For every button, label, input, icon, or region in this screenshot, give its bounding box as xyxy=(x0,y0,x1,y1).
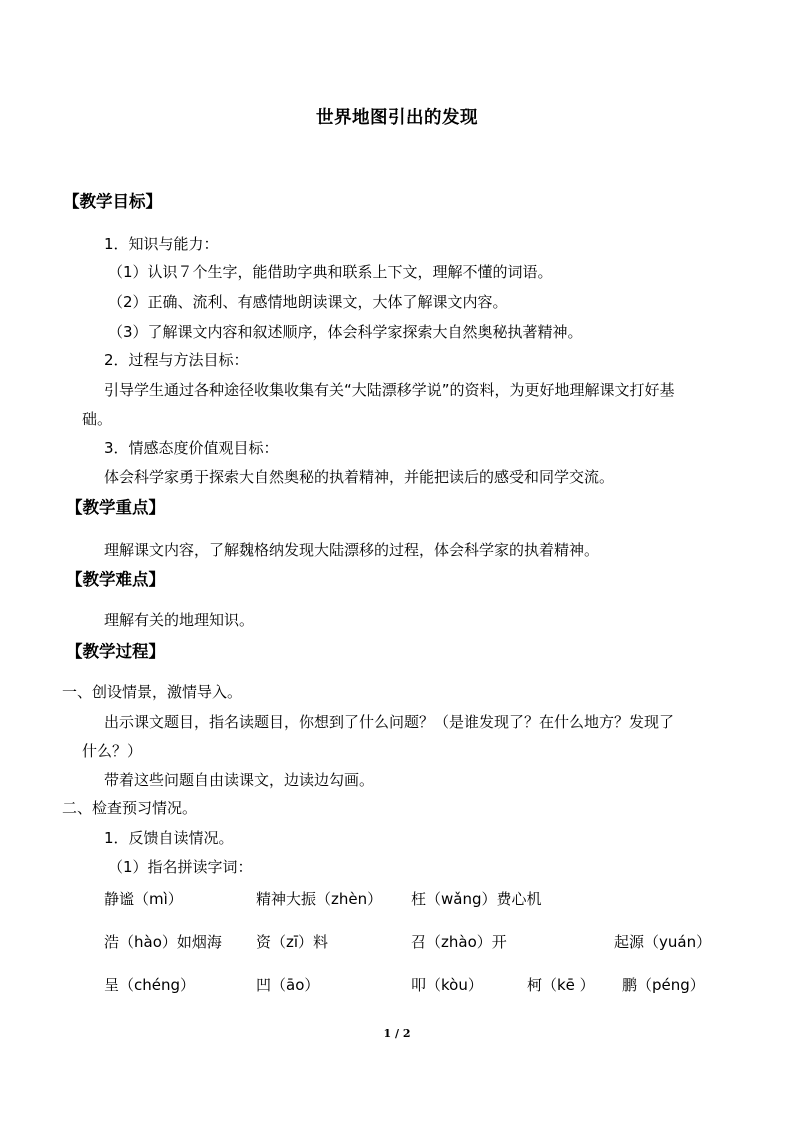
vocab-word: 柯（kē ） xyxy=(527,976,595,994)
vocab-word: 鹏（péng） xyxy=(622,976,705,994)
objective-item-2-text-cont: 础。 xyxy=(82,410,113,428)
process-step-1: 一、创设情景，激情导入。 xyxy=(62,683,243,701)
vocab-word: 召（zhào）开 xyxy=(411,933,507,951)
objective-item-1-1: （1）认识７个生字，能借助字典和联系上下文，理解不懂的词语。 xyxy=(108,263,553,281)
vocab-word: 起源（yuán） xyxy=(614,933,712,951)
process-step-1-text-cont: 什么？） xyxy=(82,742,143,760)
document-title: 世界地图引出的发现 xyxy=(316,108,478,128)
objective-item-3: 3．情感态度价值观目标： xyxy=(104,439,279,457)
key-points-text: 理解课文内容，了解魏格纳发现大陆漂移的过程，体会科学家的执着精神。 xyxy=(104,541,600,559)
process-step-1-text: 出示课文题目，指名读题目，你想到了什么问题？（是谁发现了？在什么地方？发现了 xyxy=(104,713,675,731)
process-step-1-text-2: 带着这些问题自由读课文，边读边勾画。 xyxy=(104,771,375,789)
objective-item-1: 1．知识与能力： xyxy=(104,235,219,253)
difficulties-heading: 【教学难点】 xyxy=(66,570,165,589)
objective-item-2: 2．过程与方法目标： xyxy=(104,351,249,369)
process-step-2-item-1-1: （1）指名拼读字词： xyxy=(108,858,253,876)
vocab-word: 枉（wǎng）费心机 xyxy=(411,890,542,908)
objective-item-1-2: （2）正确、流利、有感情地朗读课文，大体了解课文内容。 xyxy=(108,293,508,311)
vocab-word: 浩（hào）如烟海 xyxy=(104,933,222,951)
process-step-2: 二、检查预习情况。 xyxy=(62,799,198,817)
key-points-heading: 【教学重点】 xyxy=(66,498,165,517)
page-number: 1 / 2 xyxy=(383,1027,411,1040)
vocab-word: 精神大振（zhèn） xyxy=(256,890,383,908)
objective-item-2-text: 引导学生通过各种途径收集收集有关“大陆漂移学说”的资料，为更好地理解课文打好基 xyxy=(104,381,675,399)
process-step-2-item-1: 1．反馈自读情况。 xyxy=(104,829,234,847)
objective-item-1-3: （3）了解课文内容和叙述顺序，体会科学家探索大自然奥秘执著精神。 xyxy=(108,323,583,341)
vocab-word: 凹（āo） xyxy=(256,976,320,994)
vocab-word: 叩（kòu） xyxy=(411,976,483,994)
difficulties-text: 理解有关的地理知识。 xyxy=(104,611,255,629)
objectives-heading: 【教学目标】 xyxy=(63,192,162,211)
vocab-word: 资（zī）料 xyxy=(256,933,329,951)
vocab-word: 静谧（mì） xyxy=(104,890,183,908)
vocab-word: 呈（chéng） xyxy=(104,976,196,994)
objective-item-3-text: 体会科学家勇于探索大自然奥秘的执着精神，并能把读后的感受和同学交流。 xyxy=(104,468,615,486)
process-heading: 【教学过程】 xyxy=(66,642,165,661)
